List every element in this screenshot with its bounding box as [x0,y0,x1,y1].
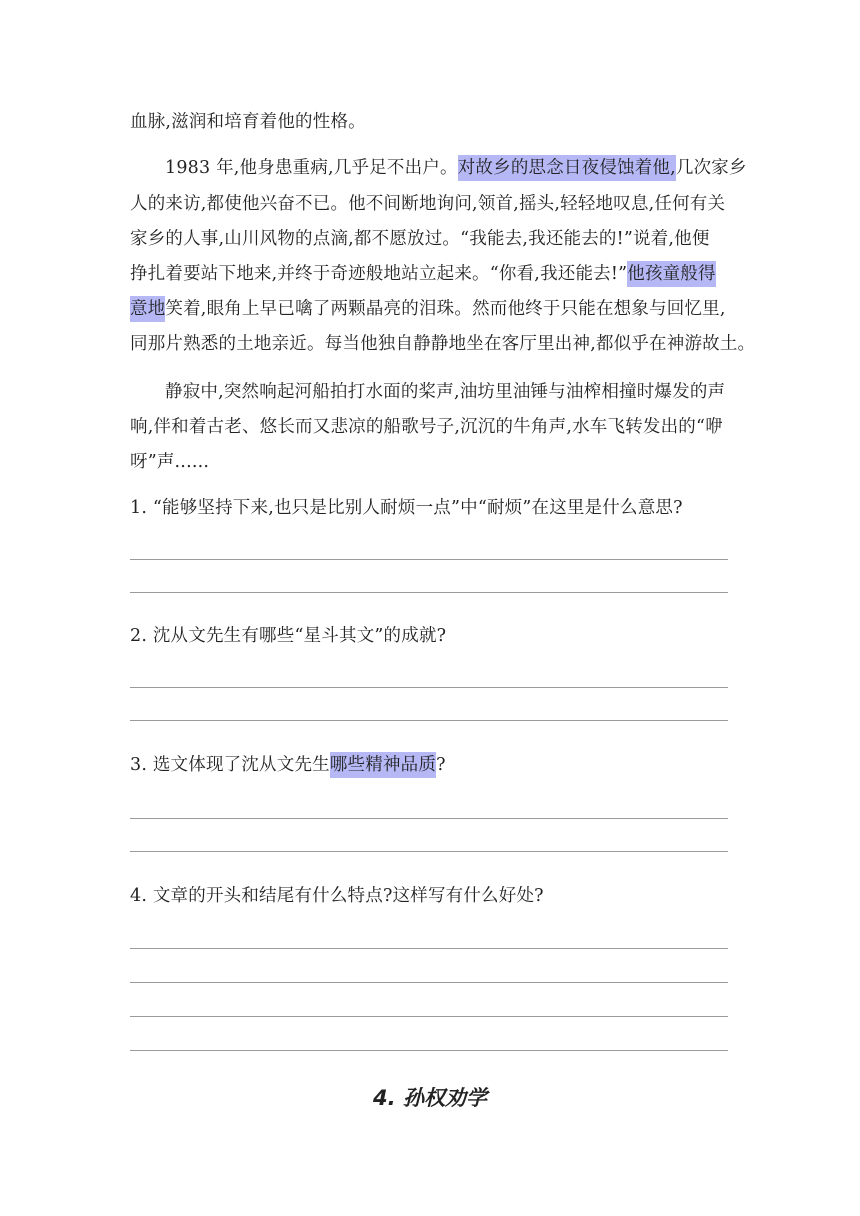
passage-line: 人的来访,都使他兴奋不已。他不间断地询问,领首,摇头,轻轻地叹息,任何有关 [130,194,726,214]
highlighted-text[interactable]: 意地 [130,296,165,322]
answer-line[interactable] [130,592,728,593]
question-1: 1. “能够坚持下来,也只是比别人耐烦一点”中“耐烦”在这里是什么意思? [130,498,683,518]
question-text: ? [436,755,446,775]
passage-line: 家乡的人事,山川风物的点滴,都不愿放过。“我能去,我还能去的!”说着,他便 [130,229,710,249]
answer-line[interactable] [130,851,728,852]
passage-line: 同那片熟悉的土地亲近。每当他独自静静地坐在客厅里出神,都似乎在神游故土。 [130,334,756,354]
passage-text: 挣扎着要站下地来,并终于奇迹般地站立起来。“你看,我还能去!” [130,264,628,284]
answer-line[interactable] [130,687,728,688]
passage-line [130,298,730,320]
passage-line: 静寂中,突然响起河船拍打水面的桨声,油坊里油锤与油榨相撞时爆发的声 [165,382,726,402]
section-title: 4. 孙权劝学 [373,1086,487,1110]
passage-line: 呀”声...... [130,452,210,472]
question-text: 3. 选文体现了沈从文先生 [130,755,330,775]
passage-text: 1983 年,他身患重病,几乎足不出户。 [165,158,458,178]
answer-line[interactable] [130,720,728,721]
passage-text: 几次家乡 [675,158,747,178]
answer-line[interactable] [130,948,728,949]
highlighted-text[interactable]: 对故乡的思念日夜侵蚀着他, [458,155,676,181]
passage-line: 血脉,滋润和培育着他的性格。 [130,112,366,132]
passage-line: 响,伴和着古老、悠长而又悲凉的船歌号子,沉沉的牛角声,水车飞转发出的“咿 [130,417,723,437]
answer-line[interactable] [130,1016,728,1017]
question-2: 2. 沈从文先生有哪些“星斗其文”的成就? [130,626,447,646]
question-3 [130,754,730,776]
answer-line[interactable] [130,982,728,983]
question-4: 4. 文章的开头和结尾有什么特点?这样写有什么好处? [130,886,544,906]
answer-line[interactable] [130,559,728,560]
highlighted-text[interactable]: 哪些精神品质 [330,752,436,778]
passage-line [130,263,730,285]
passage-line [165,157,765,179]
answer-line[interactable] [130,1050,728,1051]
highlighted-text[interactable]: 他孩童般得 [627,261,716,287]
answer-line[interactable] [130,818,728,819]
passage-text: 笑着,眼角上早已噙了两颗晶亮的泪珠。然而他终于只能在想象与回忆里, [165,299,726,319]
